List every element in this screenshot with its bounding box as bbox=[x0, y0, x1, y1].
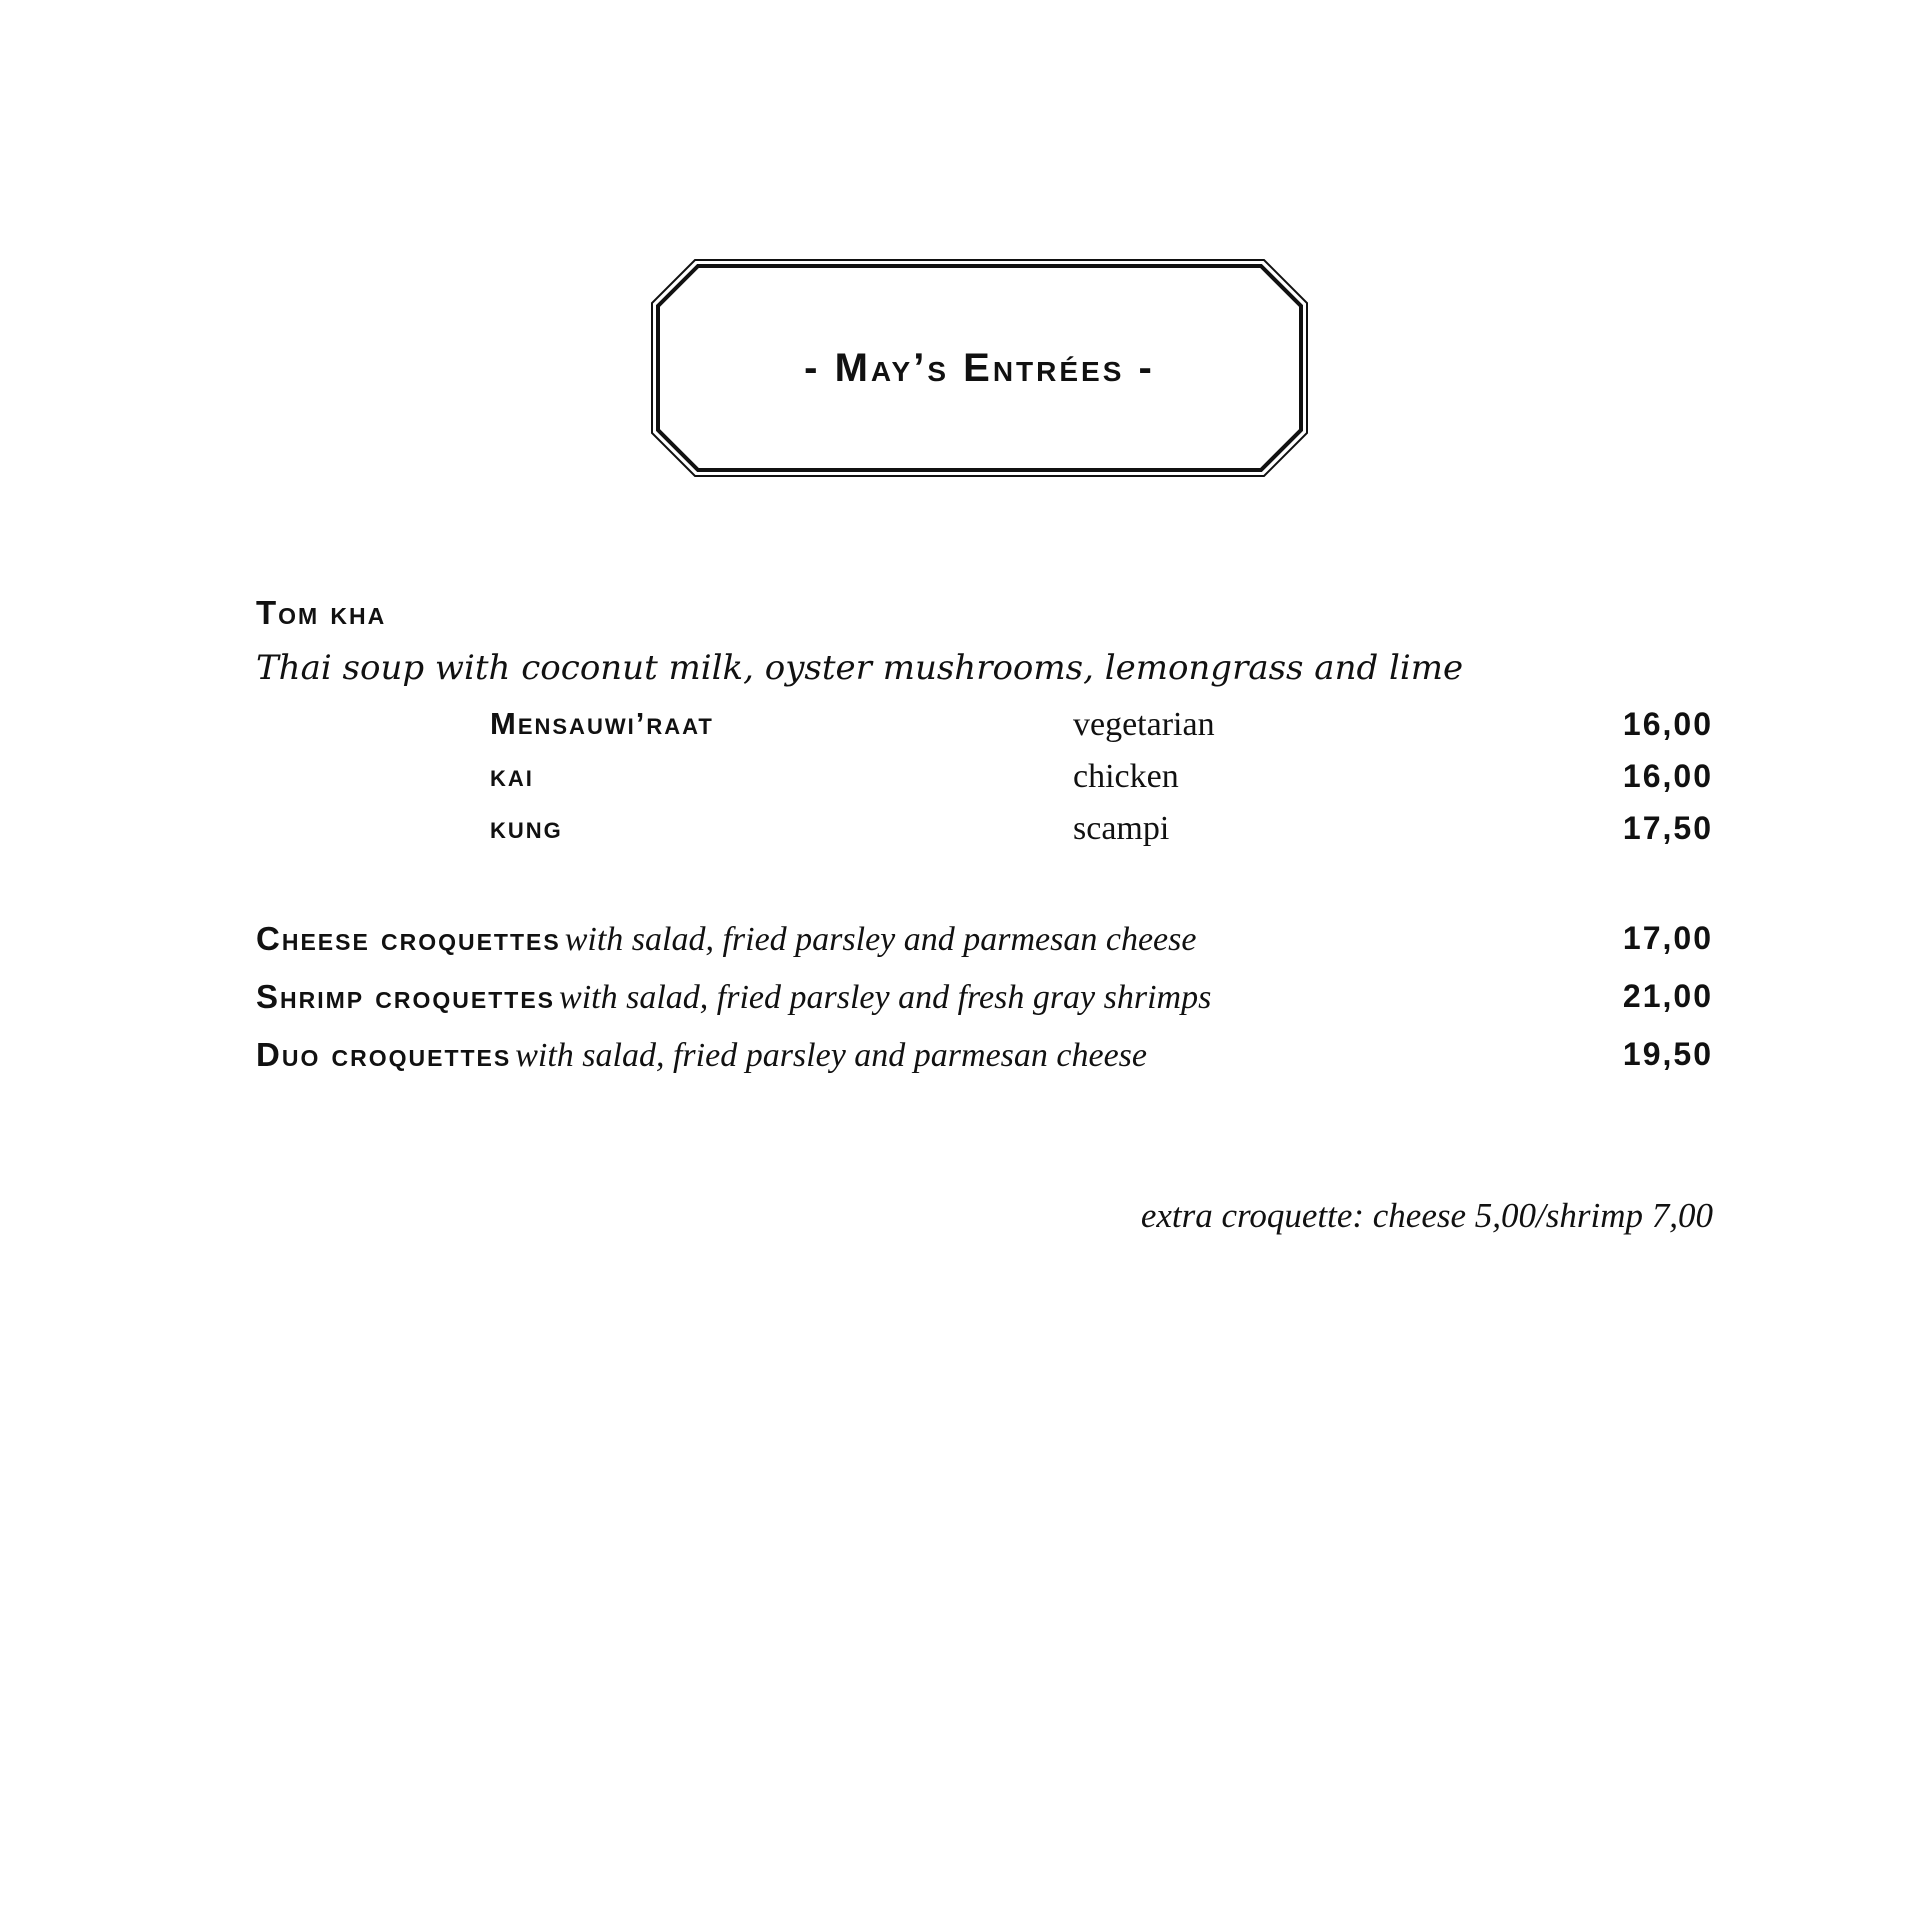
list-item bbox=[256, 1036, 1713, 1092]
croquette-description: with salad, fried parsley and parmesan cheese bbox=[564, 921, 1197, 958]
list-item bbox=[0, 758, 1920, 810]
extra-croquette-note: extra croquette: cheese 5,00/shrimp 7,00 bbox=[1140, 1196, 1713, 1235]
variant-name: kai bbox=[490, 758, 534, 793]
croquette-name: Shrimp croquettes bbox=[256, 978, 556, 1015]
croquette-price: 19,50 bbox=[1622, 1036, 1713, 1072]
croquette-description: with salad, fried parsley and fresh gray shrimps bbox=[559, 979, 1212, 1016]
variant-name: kung bbox=[490, 810, 563, 845]
croquette-name: Cheese croquettes bbox=[256, 920, 561, 957]
croquette-price: 21,00 bbox=[1622, 978, 1713, 1014]
list-item bbox=[0, 706, 1920, 758]
variant-price: 16,00 bbox=[1622, 706, 1713, 742]
variant-type: scampi bbox=[1073, 810, 1170, 847]
croquette-description: with salad, fried parsley and parmesan cheese bbox=[515, 1037, 1147, 1074]
variant-name: Mensauwi’raat bbox=[490, 706, 714, 741]
croquette-price: 17,00 bbox=[1622, 920, 1713, 956]
croquette-name: Duo croquettes bbox=[256, 1036, 512, 1073]
tom-kha-description: Thai soup with coconut milk, oyster mushrooms, lemongrass and lime bbox=[256, 648, 1464, 688]
list-item bbox=[256, 920, 1713, 976]
list-item bbox=[0, 810, 1920, 862]
variant-type: vegetarian bbox=[1073, 706, 1215, 743]
tom-kha-title: Tom kha bbox=[256, 594, 387, 631]
variant-price: 17,50 bbox=[1622, 810, 1713, 846]
title-frame bbox=[651, 259, 1308, 477]
variant-price: 16,00 bbox=[1622, 758, 1713, 794]
list-item bbox=[256, 978, 1713, 1034]
variant-type: chicken bbox=[1073, 758, 1179, 795]
page-title: - May’s Entrées - bbox=[804, 345, 1155, 390]
